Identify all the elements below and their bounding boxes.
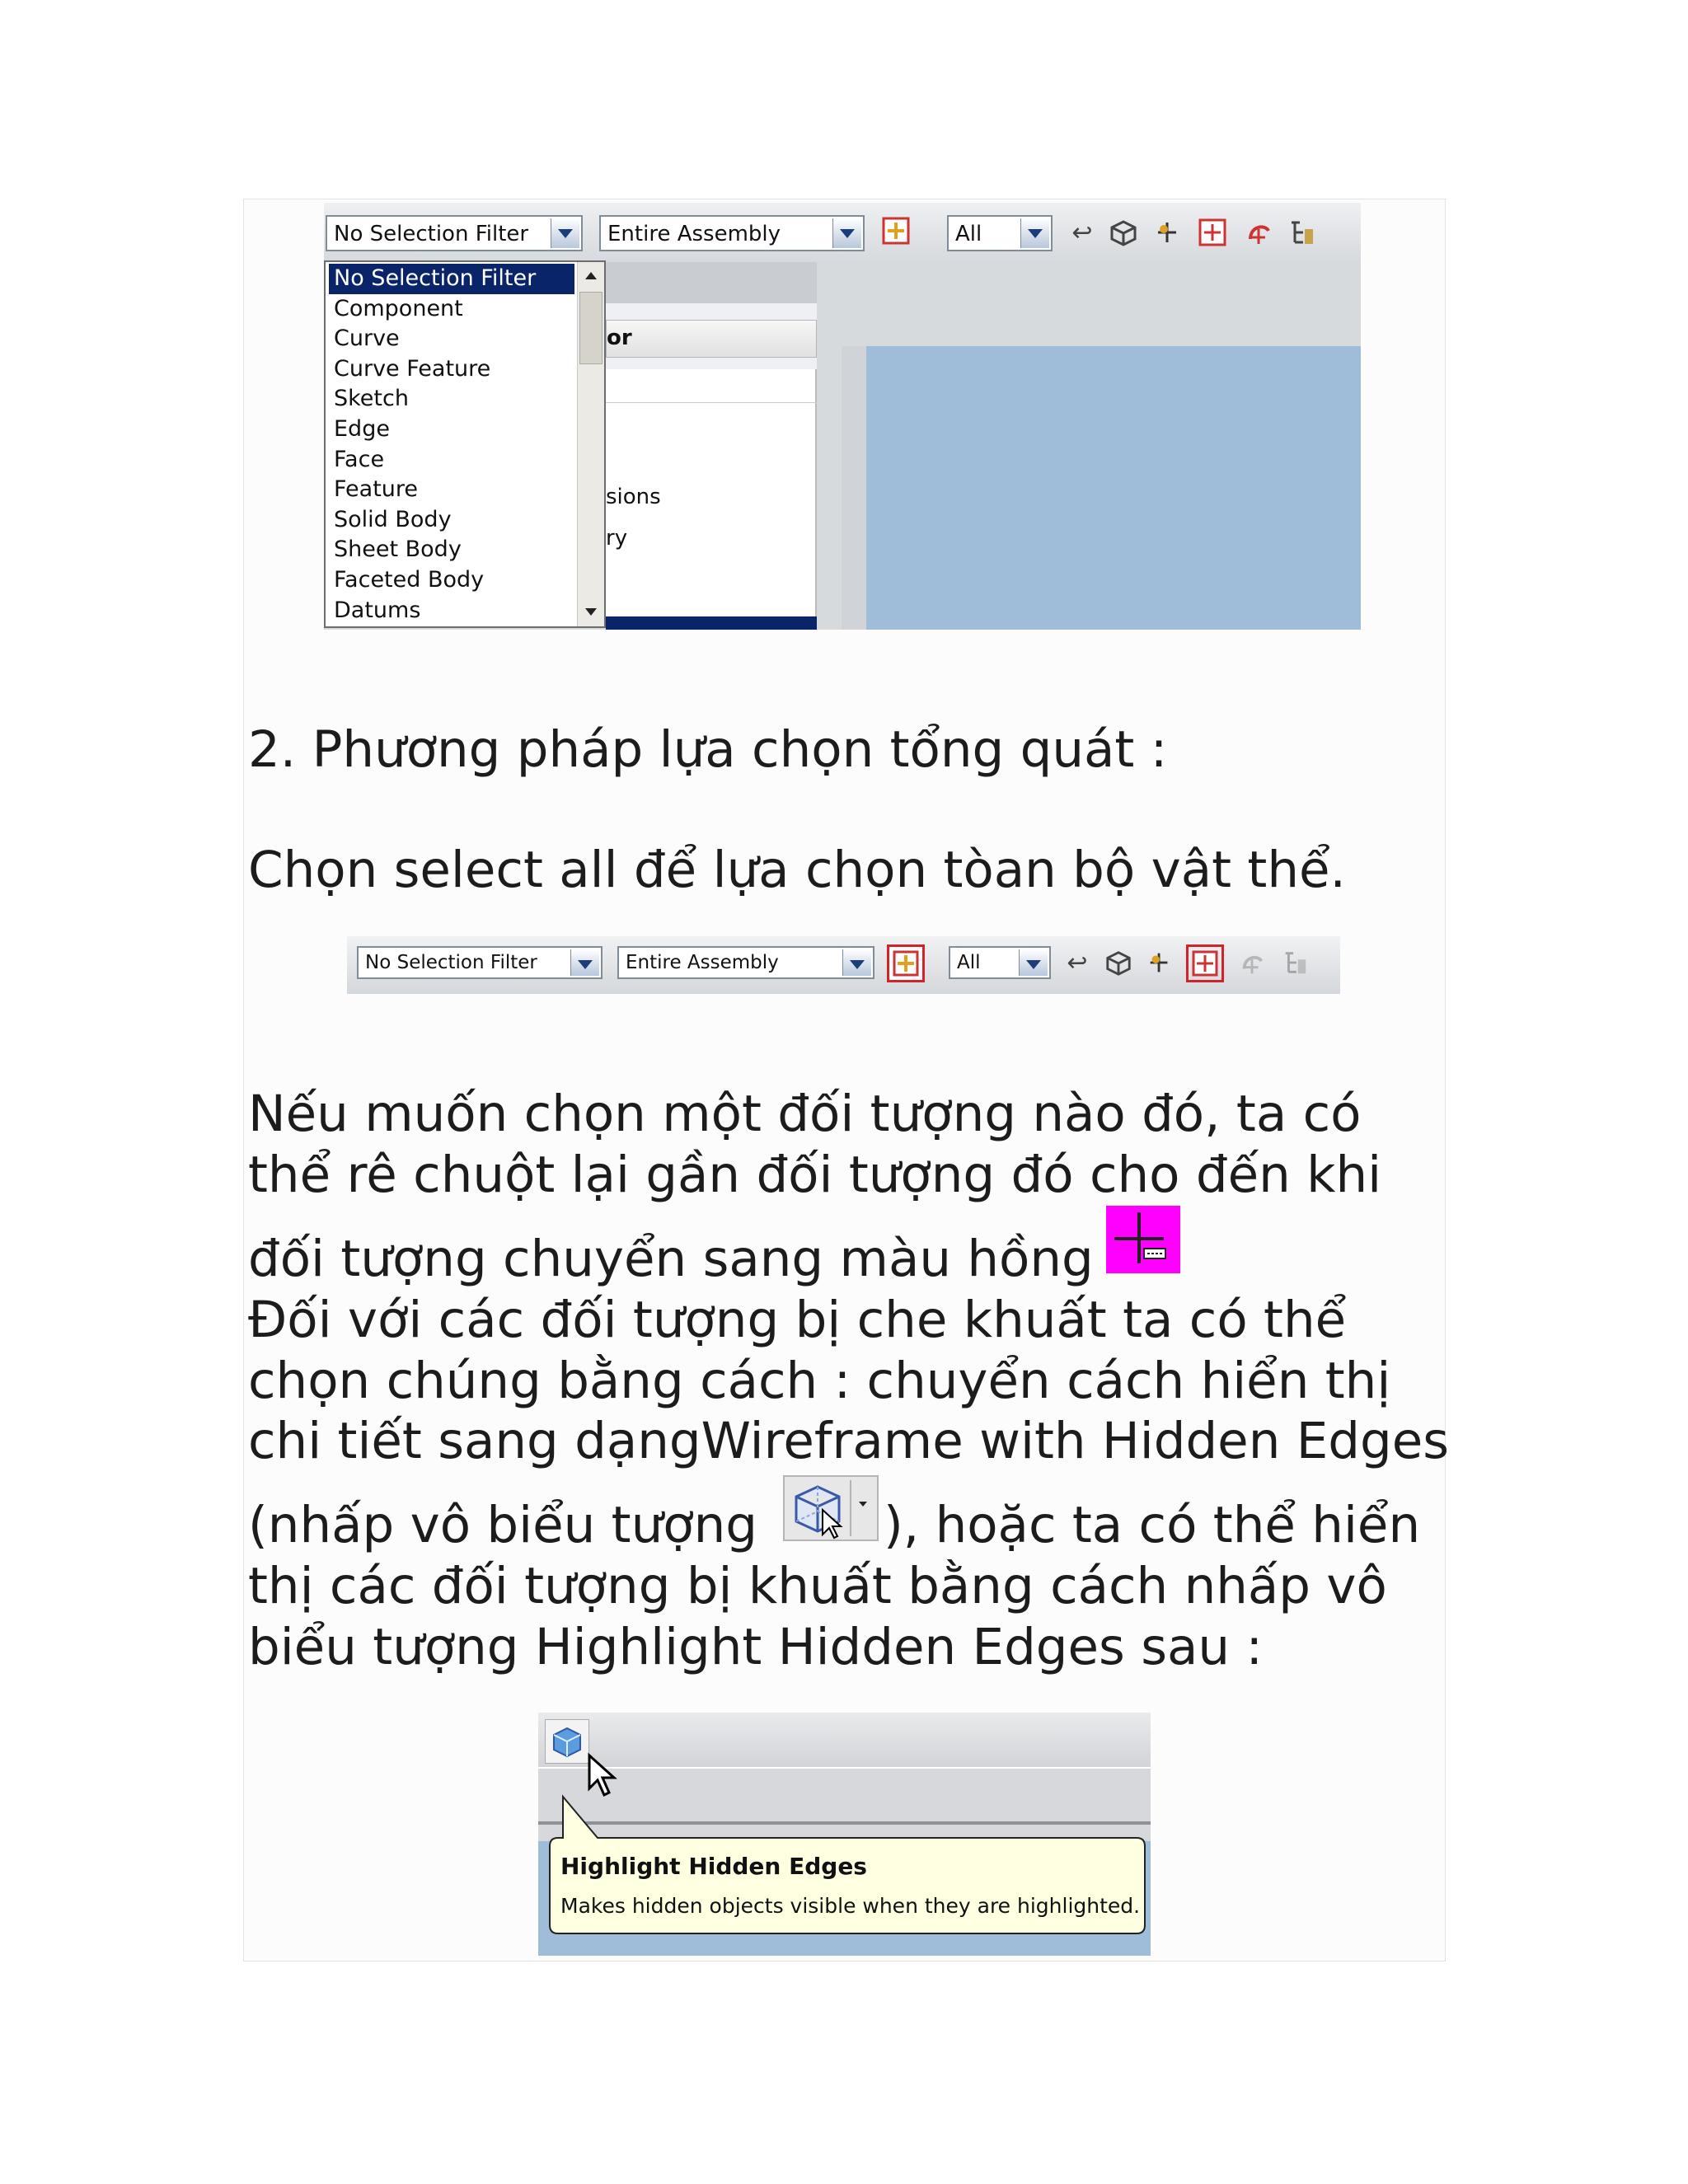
paragraph-line: đối tượng chuyển sang màu hồng [248, 1230, 1094, 1288]
cube-icon[interactable] [1107, 216, 1140, 249]
highlight-hidden-edges-screenshot [538, 1713, 1151, 1956]
crosshair-box-icon[interactable] [1186, 944, 1224, 982]
list-item[interactable]: Feature [334, 476, 419, 503]
nav-row-fragment: sions [606, 485, 661, 509]
rotate-select-icon[interactable] [1242, 216, 1275, 249]
wireframe-cube-icon [785, 1477, 877, 1540]
undo-arrow-icon[interactable]: ↩ [1071, 218, 1093, 247]
select-all-icon[interactable] [887, 944, 925, 982]
snap-point-icon[interactable] [1151, 216, 1184, 249]
crosshair-box-icon[interactable] [1196, 216, 1229, 249]
rotate-select-icon[interactable] [1236, 946, 1268, 979]
pink-highlight-cursor [1106, 1206, 1180, 1273]
nav-row-fragment: ry [606, 526, 628, 551]
scroll-up-icon[interactable] [579, 263, 603, 289]
selection-filter-combo[interactable] [326, 215, 583, 251]
paragraph-select-all: Chọn select all để lựa chọn tòan bộ vật thể. [248, 841, 1346, 899]
snap-point-icon[interactable] [1143, 946, 1176, 979]
chevron-down-icon[interactable] [832, 218, 861, 248]
list-item[interactable]: Datums [334, 597, 421, 623]
section-heading: 2. Phương pháp lựa chọn tổng quát : [248, 720, 1168, 779]
paragraph-line: ), hoặc ta có thể hiển [884, 1496, 1421, 1554]
selection-filter-value: No Selection Filter [365, 952, 537, 973]
selection-filter-screenshot [324, 203, 1361, 630]
chevron-down-icon[interactable] [551, 218, 579, 248]
list-scrollbar[interactable] [577, 262, 604, 626]
scope-value: Entire Assembly [626, 952, 779, 973]
list-item[interactable]: Curve [334, 326, 400, 352]
list-item[interactable]: Face [334, 446, 385, 472]
selection-filter-combo[interactable] [357, 946, 603, 979]
scroll-down-icon[interactable] [579, 599, 603, 626]
cube-icon[interactable] [1102, 946, 1135, 979]
selection-toolbar-screenshot [347, 936, 1340, 994]
scope-combo[interactable] [617, 946, 874, 979]
paragraph-line: chi tiết sang dạngWireframe with Hidden Edges [248, 1412, 1450, 1470]
list-item[interactable]: Curve Feature [334, 355, 491, 382]
chevron-down-icon[interactable] [1019, 949, 1048, 976]
select-all-icon[interactable] [881, 216, 914, 249]
paragraph-line: thị các đối tượng bị khuất bằng cách nhấp vô [248, 1557, 1387, 1615]
scope-combo[interactable] [599, 215, 865, 251]
list-item[interactable]: Edge [334, 415, 390, 442]
type-filter-value: All [955, 222, 982, 246]
nav-header-fragment: or [607, 326, 632, 350]
chevron-down-icon[interactable] [842, 949, 871, 976]
chevron-down-icon[interactable] [570, 949, 599, 976]
crosshair-cursor-icon [1106, 1206, 1180, 1273]
list-item[interactable]: Faceted Body [334, 566, 485, 593]
chevron-down-icon[interactable] [1020, 218, 1049, 248]
list-item[interactable]: Sketch [334, 386, 409, 412]
paragraph-line: (nhấp vô biểu tượng [248, 1496, 757, 1554]
selection-filter-list[interactable] [324, 260, 606, 628]
type-filter-combo[interactable] [947, 215, 1053, 251]
paragraph-line: Đối với các đối tượng bị che khuất ta có thể [248, 1291, 1347, 1349]
list-item[interactable]: No Selection Filter [329, 264, 574, 294]
splitter[interactable] [842, 346, 866, 630]
selection-filter-value: No Selection Filter [334, 222, 529, 246]
tooltip-body: Makes hidden objects visible when they are highlighted. [560, 1894, 1141, 1918]
graphics-viewport[interactable] [866, 346, 1361, 630]
list-item[interactable]: Solid Body [334, 506, 452, 532]
scroll-thumb[interactable] [579, 292, 603, 364]
paragraph-line: Nếu muốn chọn một đối tượng nào đó, ta có [248, 1085, 1362, 1143]
scope-value: Entire Assembly [607, 222, 781, 246]
tooltip-bubble [538, 1713, 1151, 1956]
tooltip-title: Highlight Hidden Edges [560, 1853, 867, 1880]
hierarchy-icon[interactable] [1278, 946, 1311, 979]
type-filter-combo[interactable] [949, 946, 1051, 979]
paragraph-line: thể rê chuột lại gần đối tượng đó cho đến khi [248, 1146, 1382, 1204]
wireframe-hidden-edges-button[interactable] [783, 1475, 879, 1541]
hierarchy-icon[interactable] [1285, 216, 1318, 249]
undo-arrow-icon[interactable]: ↩ [1067, 948, 1088, 977]
navigator-panel [606, 262, 817, 630]
type-filter-value: All [957, 952, 981, 973]
paragraph-line: chọn chúng bằng cách : chuyển cách hiển thị [248, 1352, 1391, 1410]
paragraph-line: biểu tượng Highlight Hidden Edges sau : [248, 1618, 1263, 1676]
list-item[interactable]: Sheet Body [334, 537, 462, 563]
list-item[interactable]: Component [334, 295, 463, 321]
